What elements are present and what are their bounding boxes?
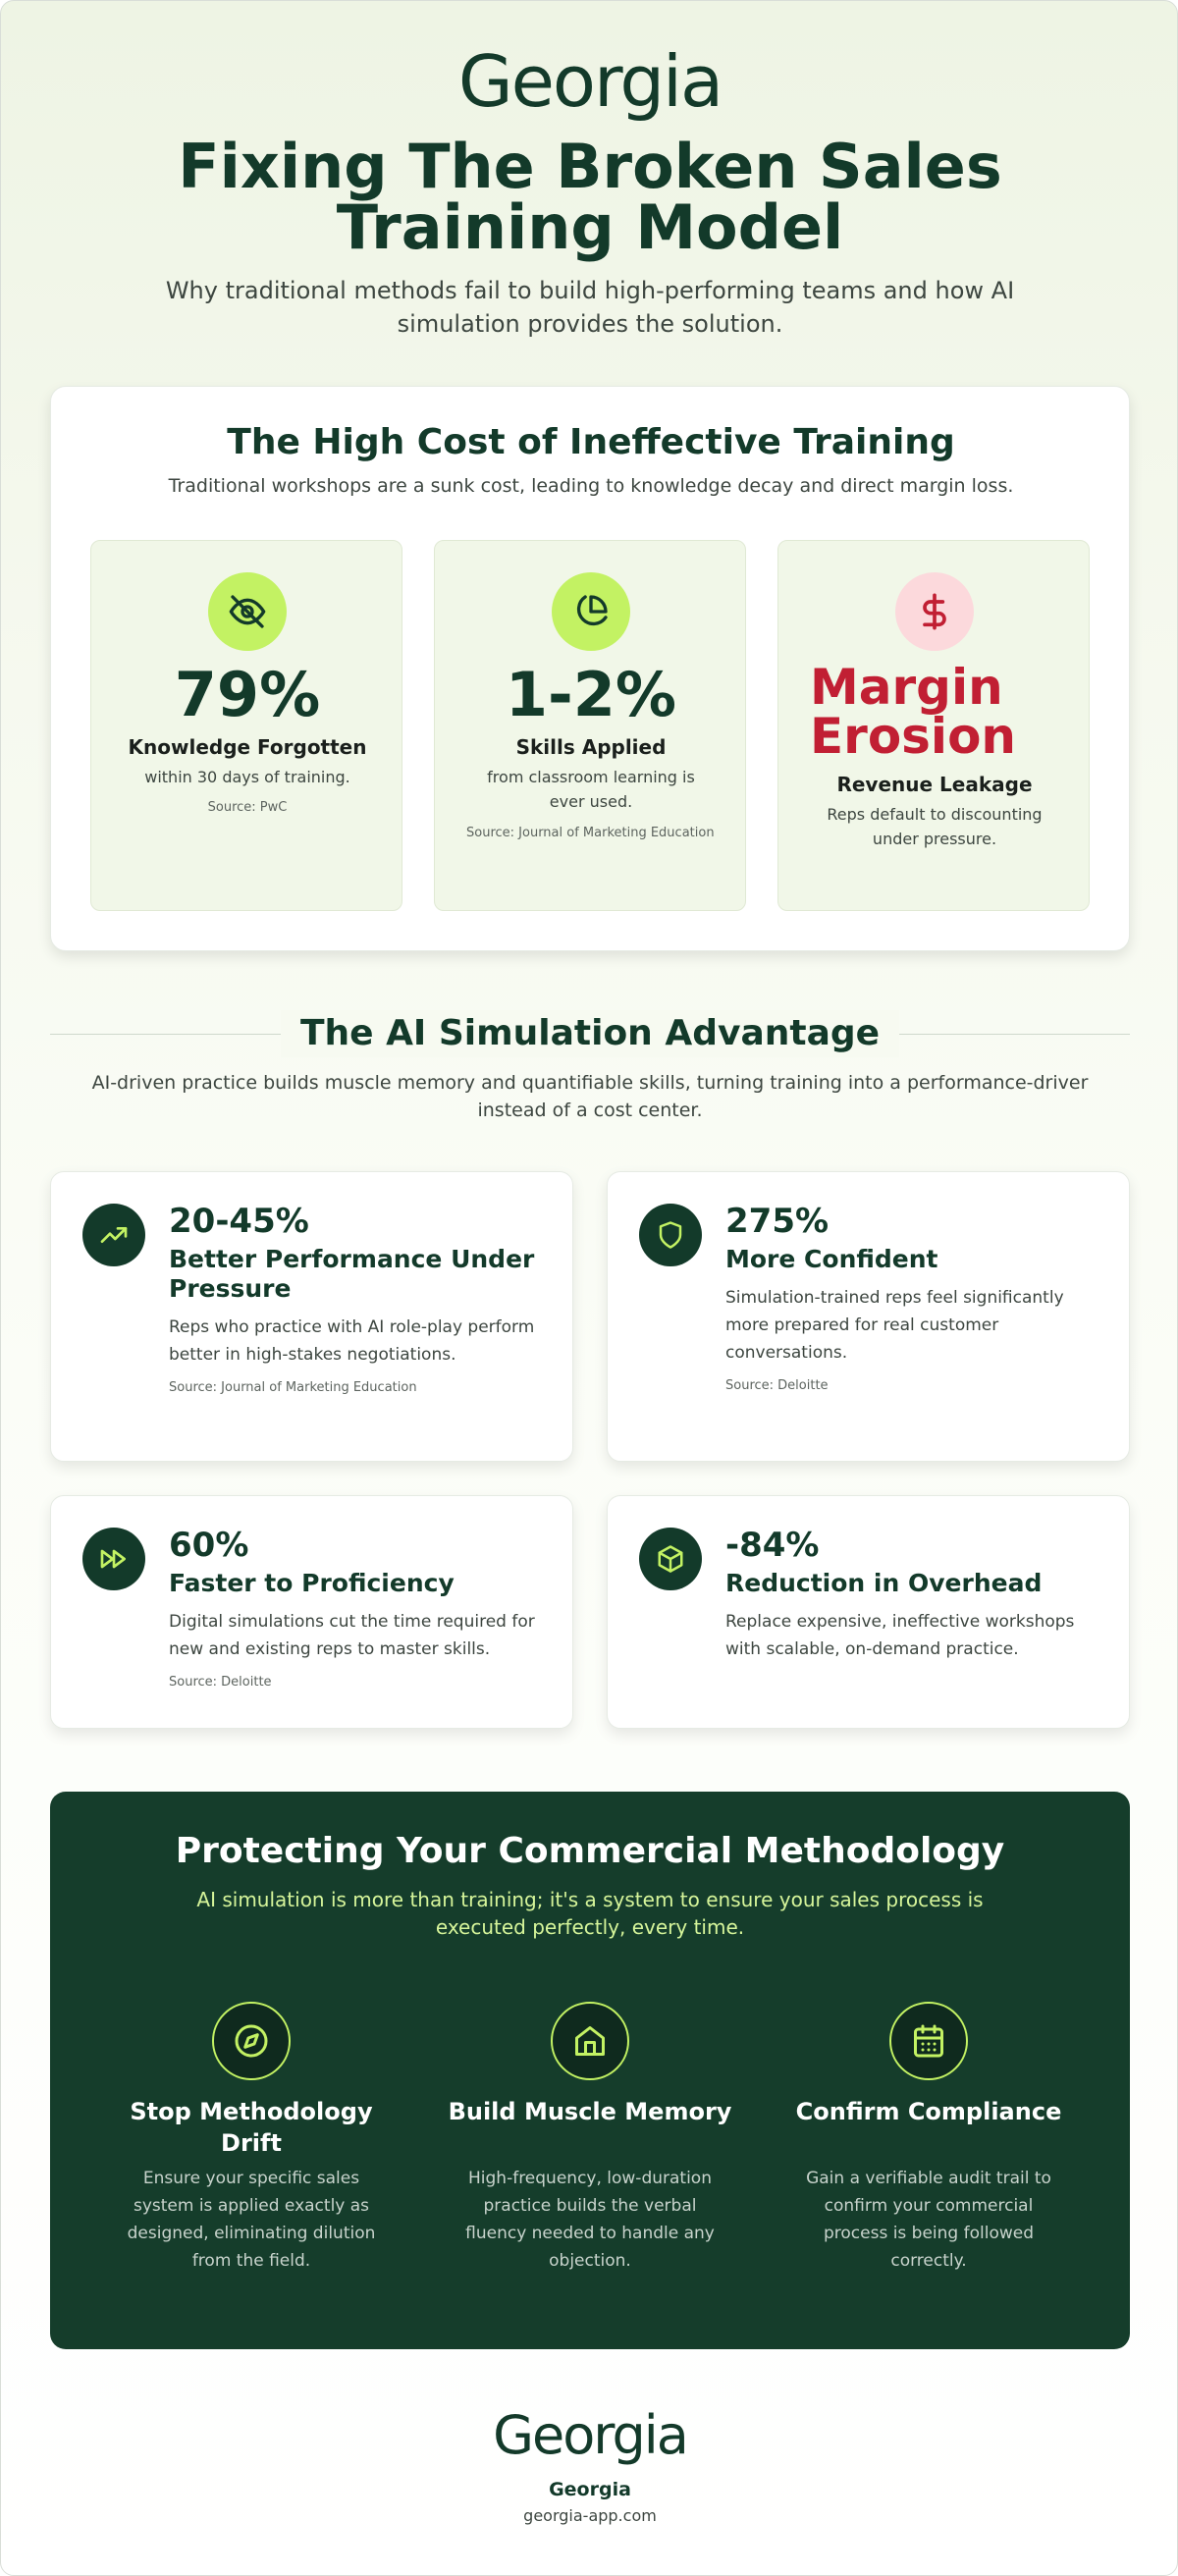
pillar-title: Stop Methodology Drift (130, 2098, 373, 2157)
methodology-section (50, 1792, 1130, 2349)
stat-card-margin (777, 540, 1090, 911)
advantage-source: Source: Journal of Marketing Education (169, 1380, 417, 1395)
advantage-label: Better Performance Under Pressure (169, 1245, 535, 1303)
shield-icon (639, 1204, 702, 1266)
stat-description: within 30 days of training. (144, 768, 350, 786)
compass-icon (212, 2002, 291, 2080)
stat-source: Source: PwC (207, 800, 288, 815)
eye-off-icon (208, 572, 287, 651)
pillar-description: Gain a verifiable audit trail to confirm your commercial process is being followed correctly. (806, 2169, 1051, 2271)
methodology-subtitle: AI simulation is more than training; it's a system to ensure your sales process is executed perfectly, every time. (196, 1888, 984, 1939)
cost-section-subtitle: Traditional workshops are a sunk cost, leading to knowledge decay and direct margin loss. (168, 475, 1014, 497)
stat-value: Margin Erosion (810, 659, 1017, 765)
brand-logo-footer: Georgia (493, 2404, 687, 2466)
advantage-label: Reduction in Overhead (725, 1569, 1043, 1597)
pillar-description: Ensure your specific sales system is applied exactly as designed, eliminating dilution from the field. (127, 2169, 376, 2271)
stat-label: Knowledge Forgotten (128, 735, 367, 759)
stat-value: 79% (174, 659, 321, 730)
advantage-value: 275% (725, 1202, 830, 1241)
advantage-label: Faster to Proficiency (169, 1569, 455, 1597)
advantage-card-confidence (607, 1171, 1130, 1462)
stat-card-knowledge (90, 540, 402, 911)
advantage-source: Source: Deloitte (725, 1378, 829, 1393)
stat-description: from classroom learning is ever used. (487, 768, 695, 811)
advantage-label: More Confident (725, 1245, 938, 1273)
advantage-description: Simulation-trained reps feel significantly more prepared for real customer conversations. (725, 1288, 1064, 1363)
pillar-title: Confirm Compliance (795, 2098, 1062, 2125)
trending-up-icon (82, 1204, 145, 1266)
brand-logo-top: Georgia (457, 40, 723, 123)
pillar-description: High-frequency, low-duration practice builds the verbal fluency needed to handle any objection. (465, 2169, 715, 2271)
pillar-title: Build Muscle Memory (448, 2098, 732, 2125)
stat-source: Source: Journal of Marketing Education (466, 826, 715, 840)
advantage-section-subtitle: AI-driven practice builds muscle memory and quantifiable skills, turning training into a performance-driver instead of a cost center. (91, 1072, 1089, 1121)
advantage-description: Reps who practice with AI role-play perform better in high-stakes negotiations. (169, 1317, 535, 1365)
footer-company-name: Georgia (549, 2479, 631, 2500)
pie-chart-icon (552, 572, 630, 651)
cost-section-title: The High Cost of Ineffective Training (227, 422, 955, 462)
cost-section-card (50, 386, 1130, 951)
advantage-section-title: The AI Simulation Advantage (281, 1010, 899, 1057)
advantage-description: Digital simulations cut the time required for new and existing reps to master skills. (169, 1612, 535, 1659)
home-icon (551, 2002, 629, 2080)
calendar-icon (889, 2002, 968, 2080)
box-icon (639, 1528, 702, 1590)
advantage-value: -84% (725, 1526, 820, 1565)
advantage-card-overhead (607, 1495, 1130, 1729)
stat-value: 1-2% (505, 659, 677, 730)
page-subtitle: Why traditional methods fail to build high-performing teams and how AI simulation provides the solution. (165, 277, 1015, 338)
methodology-title: Protecting Your Commercial Methodology (175, 1831, 1005, 1871)
stat-description: Reps default to discounting under pressure. (827, 805, 1043, 848)
dollar-icon (895, 572, 974, 651)
stat-card-skills (434, 540, 746, 911)
advantage-source: Source: Deloitte (169, 1675, 272, 1690)
page-title: Fixing The Broken Sales Training Model (178, 131, 1002, 263)
advantage-value: 20-45% (169, 1202, 309, 1241)
advantage-card-proficiency (50, 1495, 573, 1729)
advantage-card-performance (50, 1171, 573, 1462)
stat-label: Revenue Leakage (836, 773, 1033, 796)
footer-website-link[interactable]: georgia-app.com (523, 2506, 657, 2525)
advantage-value: 60% (169, 1526, 249, 1565)
stat-label: Skills Applied (515, 735, 667, 759)
fast-forward-icon (82, 1528, 145, 1590)
advantage-description: Replace expensive, ineffective workshops with scalable, on-demand practice. (725, 1612, 1075, 1659)
